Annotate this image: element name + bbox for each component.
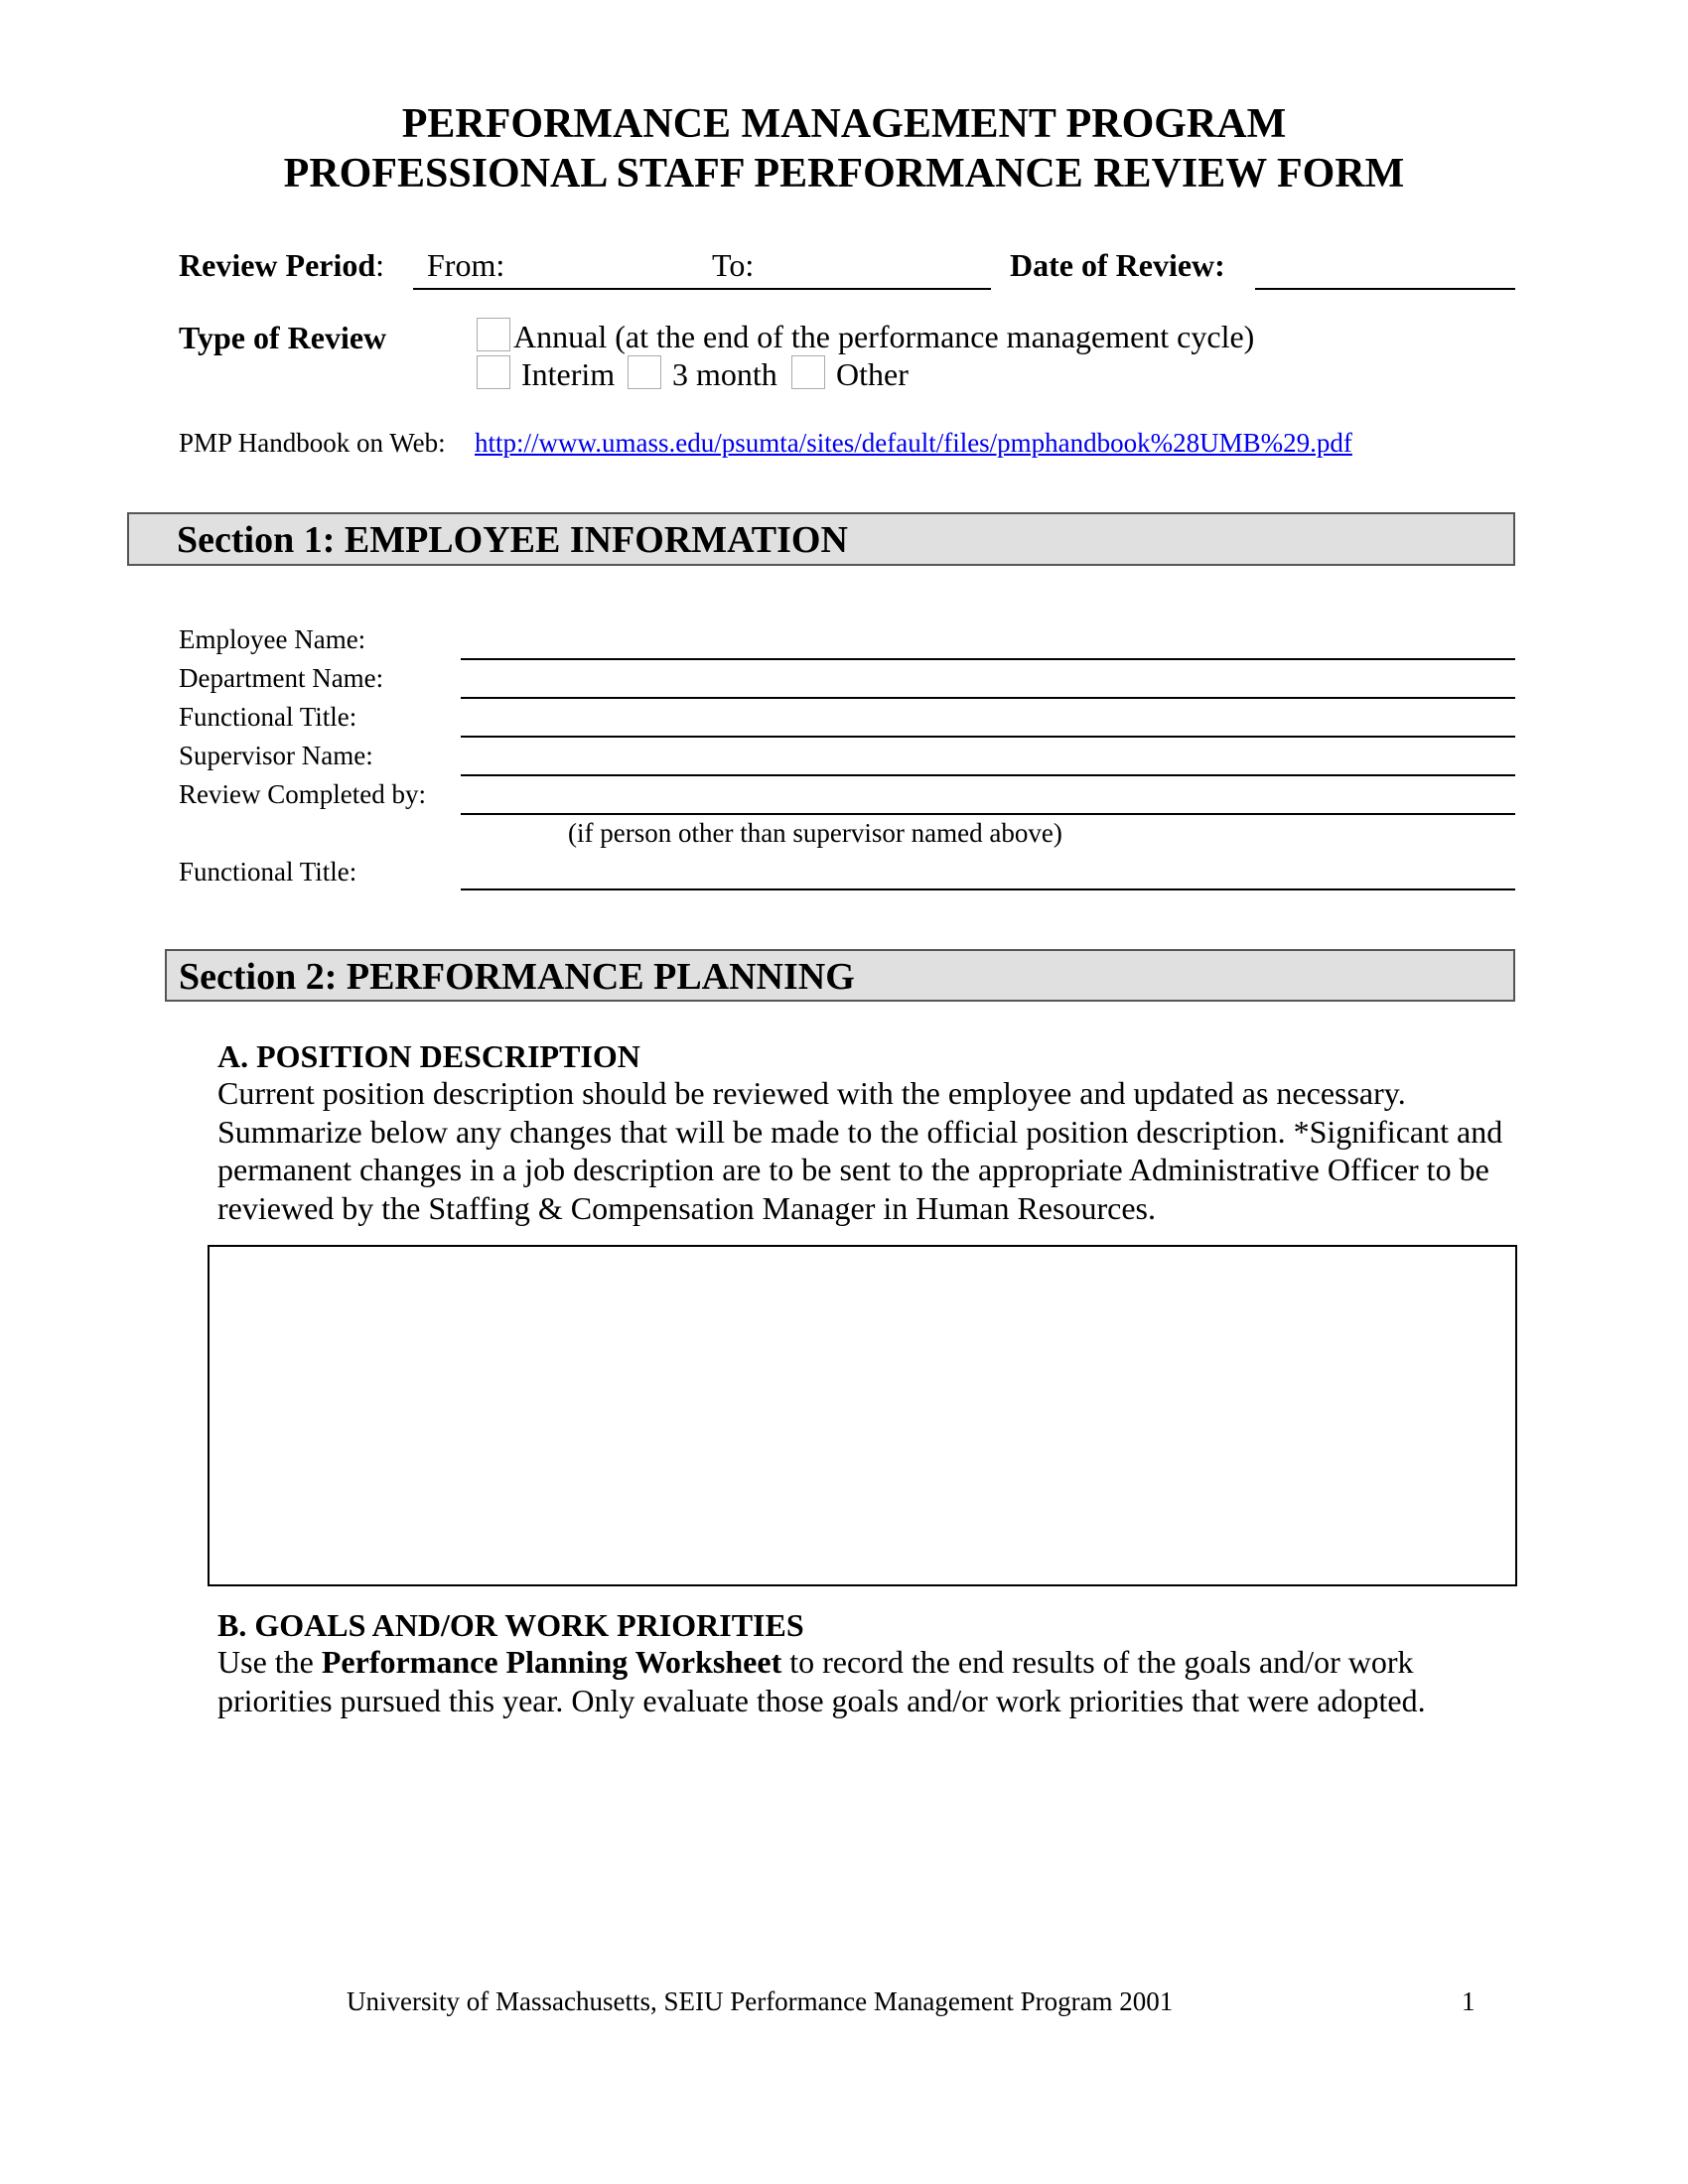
interim-checkbox[interactable] [477, 355, 510, 389]
section-2-header [165, 949, 1515, 1002]
review-period-input-line[interactable] [413, 288, 991, 290]
functional-title-input-line[interactable] [461, 736, 1515, 738]
interim-label: Interim [521, 356, 616, 392]
review-period-to-label: To: [712, 247, 755, 283]
performance-planning-worksheet-ref: Performance Planning Worksheet [321, 1644, 782, 1680]
footer-text: University of Massachusetts, SEIU Performance Management Program 2001 [347, 1986, 1174, 2016]
handbook-label: PMP Handbook on Web: [179, 428, 446, 458]
other-checkbox[interactable] [791, 355, 825, 389]
three-month-checkbox[interactable] [628, 355, 661, 389]
section-2-title: Section 2: PERFORMANCE PLANNING [179, 956, 855, 998]
annual-label: Annual (at the end of the performance management cycle) [513, 319, 1255, 354]
other-label: Other [836, 356, 909, 392]
form-title-line-2: PROFESSIONAL STAFF PERFORMANCE REVIEW FORM [283, 151, 1405, 197]
review-period-label: Review Period: [179, 247, 385, 283]
goals-heading: B. GOALS AND/OR WORK PRIORITIES [217, 1607, 804, 1643]
department-name-input-line[interactable] [461, 697, 1515, 699]
supervisor-name-label: Supervisor Name: [179, 741, 373, 770]
employee-name-input-line[interactable] [461, 658, 1515, 660]
review-period-from-label: From: [427, 247, 505, 283]
position-description-changes-box[interactable] [208, 1245, 1517, 1586]
annual-checkbox[interactable] [477, 318, 510, 351]
section-1-title: Section 1: EMPLOYEE INFORMATION [177, 519, 848, 561]
date-of-review-label: Date of Review: [1010, 247, 1225, 283]
handbook-link[interactable]: http://www.umass.edu/psumta/sites/default/files/pmphandbook%28UMB%29.pdf [475, 428, 1352, 458]
supervisor-name-input-line[interactable] [461, 774, 1515, 776]
page-number: 1 [1462, 1986, 1476, 2016]
review-completed-by-input-line[interactable] [461, 813, 1515, 815]
functional-title-2-input-line[interactable] [461, 888, 1515, 890]
functional-title-2-label: Functional Title: [179, 857, 357, 887]
type-of-review-label: Type of Review [179, 320, 387, 355]
position-description-heading: A. POSITION DESCRIPTION [217, 1038, 640, 1074]
position-description-text: Current position description should be reviewed with the employee and updated as necessary. Summarize below any changes that will be made to the official position description. *Significant and permanent changes in a job description are to be sent to the appropriate Administrative Officer to be reviewed by the Staffing & Compensation Manager in Human Resources. [217, 1075, 1503, 1226]
employee-name-label: Employee Name: [179, 624, 366, 654]
section-1-header [127, 512, 1515, 566]
department-name-label: Department Name: [179, 663, 384, 693]
form-title-line-1: PERFORMANCE MANAGEMENT PROGRAM [401, 101, 1287, 147]
date-of-review-input-line[interactable] [1255, 288, 1515, 290]
three-month-label: 3 month [672, 356, 777, 392]
review-completed-by-note: (if person other than supervisor named above) [568, 818, 1062, 848]
functional-title-label: Functional Title: [179, 702, 357, 732]
review-completed-by-label: Review Completed by: [179, 779, 426, 809]
goals-text: Use the Performance Planning Worksheet to record the end results of the goals and/or work priorities pursued this year. Only evaluate those goals and/or work priorities that were adopted. [217, 1644, 1426, 1718]
